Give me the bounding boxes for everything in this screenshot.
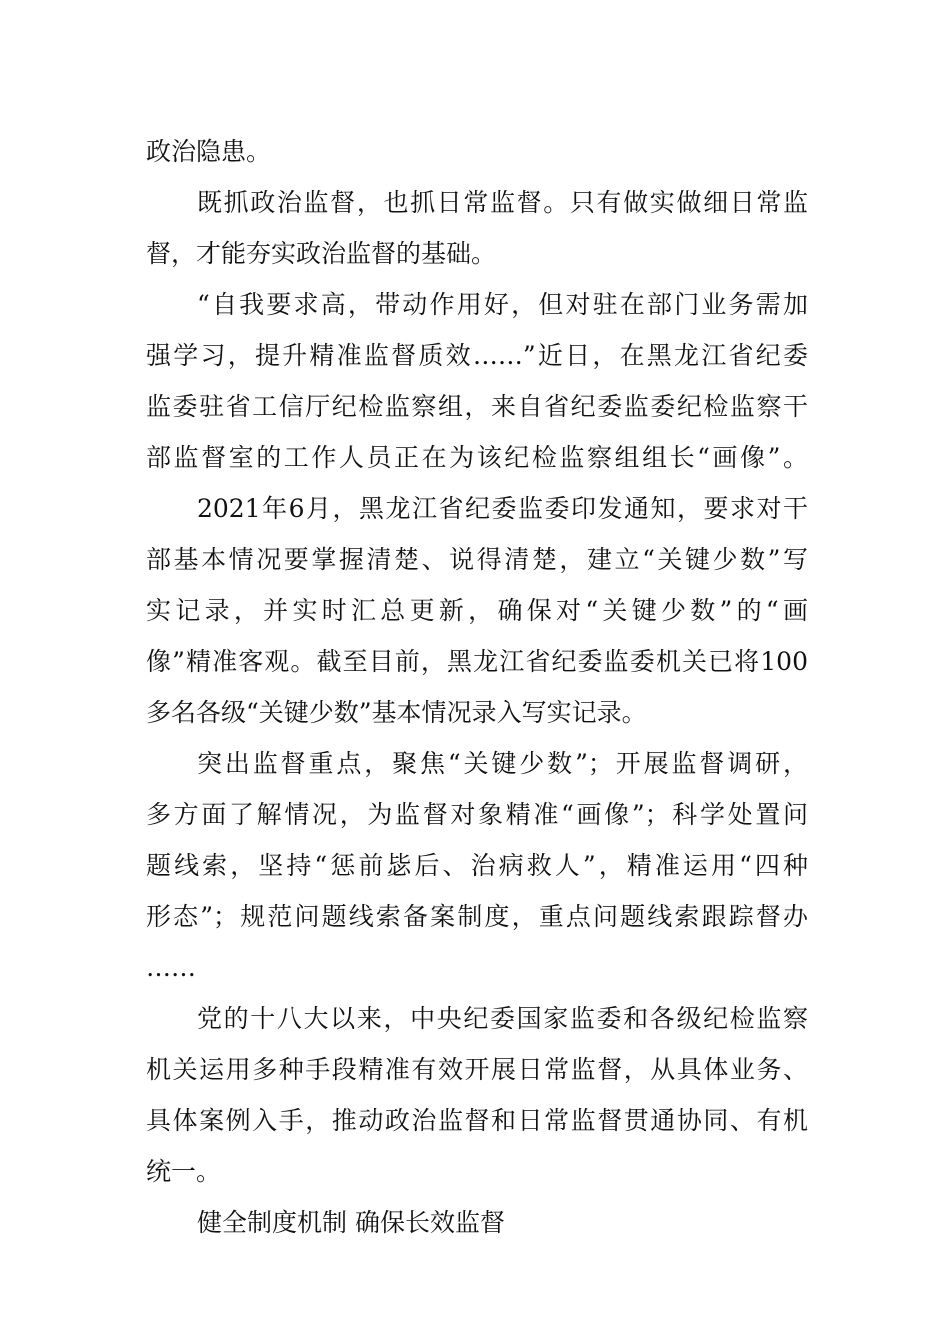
text-line: 多名各级“关键少数”基本情况录入写实记录。 bbox=[146, 698, 647, 727]
text-line: 具体案例入手，推动政治监督和日常监督贯通协同、有机 bbox=[146, 1106, 808, 1135]
text-line: 实记录，并实时汇总更新，确保对“关键少数”的“画 bbox=[146, 596, 808, 625]
text-line: 2021年6月，黑龙江省纪委监委印发通知，要求对干 bbox=[197, 494, 808, 523]
text-line: 部基本情况要掌握清楚、说得清楚，建立“关键少数”写 bbox=[146, 545, 808, 574]
section-heading: 健全制度机制 确保长效监督 bbox=[197, 1208, 505, 1237]
text-line: “自我要求高，带动作用好，但对驻在部门业务需加 bbox=[197, 290, 808, 319]
text-line: 部监督室的工作人员正在为该纪检监察组组长“画像”。 bbox=[146, 443, 808, 472]
text-line: 像”精准客观。截至目前，黑龙江省纪委监委机关已将100 bbox=[146, 647, 808, 676]
text-line: 政治隐患。 bbox=[146, 137, 272, 166]
text-line: 统一。 bbox=[146, 1157, 222, 1186]
text-line: 强学习，提升精准监督质效……”近日，在黑龙江省纪委 bbox=[146, 341, 808, 370]
text-line: 机关运用多种手段精准有效开展日常监督，从具体业务、 bbox=[146, 1055, 808, 1084]
text-line: 既抓政治监督，也抓日常监督。只有做实做细日常监 bbox=[197, 188, 808, 217]
text-line: 多方面了解情况，为监督对象精准“画像”；科学处置问 bbox=[146, 800, 808, 829]
text-line: 党的十八大以来，中央纪委国家监委和各级纪检监察 bbox=[197, 1004, 808, 1033]
text-line: …… bbox=[146, 953, 196, 982]
text-line: 形态”；规范问题线索备案制度，重点问题线索跟踪督办 bbox=[146, 902, 808, 931]
text-line: 突出监督重点，聚焦“关键少数”；开展监督调研， bbox=[197, 749, 808, 778]
text-line: 题线索，坚持“惩前毖后、治病救人”，精准运用“四种 bbox=[146, 851, 808, 880]
document-body bbox=[146, 126, 808, 1248]
text-line: 监委驻省工信厅纪检监察组，来自省纪委监委纪检监察干 bbox=[146, 392, 808, 421]
text-line: 督，才能夯实政治监督的基础。 bbox=[146, 239, 497, 268]
